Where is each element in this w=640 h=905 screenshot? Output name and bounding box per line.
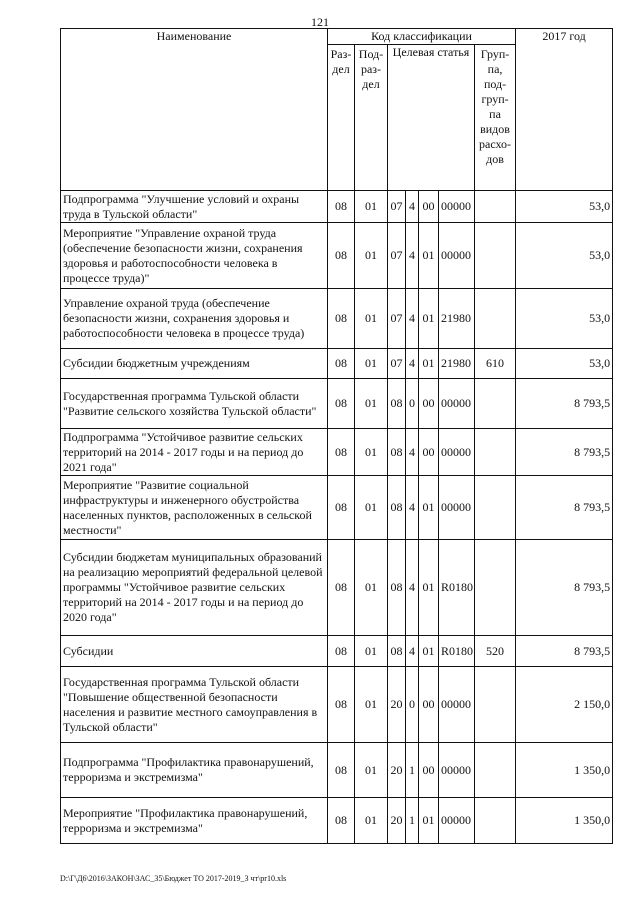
row-target-subprogram: 4 bbox=[406, 349, 419, 379]
table-row bbox=[61, 743, 613, 798]
header-name: Наименование bbox=[61, 29, 328, 191]
header-year: 2017 год bbox=[516, 29, 613, 191]
row-target-subprogram: 4 bbox=[406, 289, 419, 349]
row-expense-type bbox=[475, 191, 516, 223]
row-target-event: 01 bbox=[419, 349, 439, 379]
row-target-direction: 00000 bbox=[439, 223, 475, 289]
row-razdel: 08 bbox=[328, 636, 355, 667]
row-target-program: 07 bbox=[388, 349, 406, 379]
row-target-program: 08 bbox=[388, 540, 406, 636]
row-razdel: 08 bbox=[328, 289, 355, 349]
row-target-subprogram: 4 bbox=[406, 636, 419, 667]
row-expense-type bbox=[475, 223, 516, 289]
row-name: Субсидии бюджетам муниципальных образований на реализацию мероприятий федеральной целевой программы "Устойчивое развитие сельских территорий на 2014 - 2017 годы и на период до 2020 года" bbox=[61, 540, 328, 636]
row-amount: 8 793,5 bbox=[516, 540, 613, 636]
row-amount: 53,0 bbox=[516, 349, 613, 379]
row-target-event: 00 bbox=[419, 743, 439, 798]
row-name: Субсидии bbox=[61, 636, 328, 667]
header-subsection: Под- раз- дел bbox=[355, 45, 388, 191]
row-expense-type bbox=[475, 743, 516, 798]
row-target-direction: R0180 bbox=[439, 540, 475, 636]
row-target-event: 01 bbox=[419, 223, 439, 289]
row-target-direction: R0180 bbox=[439, 636, 475, 667]
header-target-article: Целевая статья bbox=[388, 45, 475, 191]
row-podrazdel: 01 bbox=[355, 540, 388, 636]
row-target-program: 20 bbox=[388, 667, 406, 743]
table-row bbox=[61, 476, 613, 540]
row-target-event: 00 bbox=[419, 667, 439, 743]
row-amount: 1 350,0 bbox=[516, 743, 613, 798]
header-section: Раз- дел bbox=[328, 45, 355, 191]
row-target-direction: 21980 bbox=[439, 289, 475, 349]
row-razdel: 08 bbox=[328, 429, 355, 476]
row-amount: 8 793,5 bbox=[516, 379, 613, 429]
row-target-event: 00 bbox=[419, 191, 439, 223]
row-expense-type bbox=[475, 429, 516, 476]
row-podrazdel: 01 bbox=[355, 798, 388, 844]
row-amount: 8 793,5 bbox=[516, 429, 613, 476]
row-name: Мероприятие "Развитие социальной инфраструктуры и инженерного обустройства населенных пунктов, расположенных в сельской местности" bbox=[61, 476, 328, 540]
table-row bbox=[61, 540, 613, 636]
row-target-event: 01 bbox=[419, 476, 439, 540]
row-podrazdel: 01 bbox=[355, 223, 388, 289]
row-expense-type bbox=[475, 540, 516, 636]
row-target-direction: 00000 bbox=[439, 743, 475, 798]
row-podrazdel: 01 bbox=[355, 667, 388, 743]
page-number: 121 bbox=[311, 15, 329, 29]
row-expense-type bbox=[475, 667, 516, 743]
row-target-program: 20 bbox=[388, 743, 406, 798]
row-target-program: 08 bbox=[388, 476, 406, 540]
row-name: Государственная программа Тульской области "Развитие сельского хозяйства Тульской области" bbox=[61, 379, 328, 429]
row-podrazdel: 01 bbox=[355, 476, 388, 540]
row-target-direction: 00000 bbox=[439, 798, 475, 844]
table-row bbox=[61, 798, 613, 844]
row-razdel: 08 bbox=[328, 667, 355, 743]
row-target-direction: 00000 bbox=[439, 667, 475, 743]
row-name: Мероприятие "Управление охраной труда (обеспечение безопасности жизни, сохранения здоровья и работоспособности человека в процессе труда)" bbox=[61, 223, 328, 289]
row-target-subprogram: 4 bbox=[406, 429, 419, 476]
row-name: Подпрограмма "Устойчивое развитие сельских территорий на 2014 - 2017 годы и на период до 2021 года" bbox=[61, 429, 328, 476]
row-amount: 2 150,0 bbox=[516, 667, 613, 743]
row-expense-type bbox=[475, 476, 516, 540]
row-amount: 8 793,5 bbox=[516, 476, 613, 540]
row-target-event: 01 bbox=[419, 540, 439, 636]
table-row bbox=[61, 223, 613, 289]
row-target-program: 20 bbox=[388, 798, 406, 844]
row-amount: 53,0 bbox=[516, 223, 613, 289]
table-row bbox=[61, 429, 613, 476]
row-target-subprogram: 4 bbox=[406, 191, 419, 223]
row-podrazdel: 01 bbox=[355, 636, 388, 667]
row-podrazdel: 01 bbox=[355, 743, 388, 798]
row-target-program: 07 bbox=[388, 289, 406, 349]
row-target-subprogram: 1 bbox=[406, 798, 419, 844]
row-target-event: 00 bbox=[419, 379, 439, 429]
row-target-subprogram: 4 bbox=[406, 223, 419, 289]
row-podrazdel: 01 bbox=[355, 379, 388, 429]
row-razdel: 08 bbox=[328, 223, 355, 289]
row-target-direction: 00000 bbox=[439, 191, 475, 223]
row-target-direction: 00000 bbox=[439, 476, 475, 540]
row-expense-type bbox=[475, 379, 516, 429]
row-target-program: 07 bbox=[388, 191, 406, 223]
footer-file-path: D:\Г\Д6\2016\ЗАКОН\ЗАС_35\Бюджет ТО 2017-2019_3 чт\pr10.xls bbox=[60, 874, 287, 883]
row-target-event: 01 bbox=[419, 636, 439, 667]
row-target-program: 07 bbox=[388, 223, 406, 289]
row-target-event: 01 bbox=[419, 798, 439, 844]
row-target-subprogram: 0 bbox=[406, 379, 419, 429]
row-amount: 1 350,0 bbox=[516, 798, 613, 844]
row-podrazdel: 01 bbox=[355, 429, 388, 476]
row-amount: 53,0 bbox=[516, 289, 613, 349]
budget-table bbox=[60, 28, 613, 844]
row-target-subprogram: 0 bbox=[406, 667, 419, 743]
row-razdel: 08 bbox=[328, 379, 355, 429]
row-target-program: 08 bbox=[388, 379, 406, 429]
row-name: Государственная программа Тульской области "Повышение общественной безопасности населения и развитие местного самоуправления в Тульской области" bbox=[61, 667, 328, 743]
row-expense-type: 610 bbox=[475, 349, 516, 379]
row-razdel: 08 bbox=[328, 798, 355, 844]
row-name: Подпрограмма "Улучшение условий и охраны труда в Тульской области" bbox=[61, 191, 328, 223]
header-code: Код классификации bbox=[328, 29, 516, 45]
table-row bbox=[61, 636, 613, 667]
row-razdel: 08 bbox=[328, 743, 355, 798]
row-amount: 8 793,5 bbox=[516, 636, 613, 667]
row-target-program: 08 bbox=[388, 636, 406, 667]
row-podrazdel: 01 bbox=[355, 289, 388, 349]
row-razdel: 08 bbox=[328, 191, 355, 223]
row-name: Подпрограмма "Профилактика правонарушений, терроризма и экстремизма" bbox=[61, 743, 328, 798]
row-target-subprogram: 1 bbox=[406, 743, 419, 798]
row-target-event: 01 bbox=[419, 289, 439, 349]
table-body bbox=[61, 191, 613, 844]
table-row bbox=[61, 379, 613, 429]
row-target-direction: 21980 bbox=[439, 349, 475, 379]
row-podrazdel: 01 bbox=[355, 191, 388, 223]
row-target-program: 08 bbox=[388, 429, 406, 476]
row-razdel: 08 bbox=[328, 540, 355, 636]
row-amount: 53,0 bbox=[516, 191, 613, 223]
row-expense-type bbox=[475, 798, 516, 844]
table-row bbox=[61, 349, 613, 379]
row-expense-type: 520 bbox=[475, 636, 516, 667]
row-razdel: 08 bbox=[328, 476, 355, 540]
row-name: Управление охраной труда (обеспечение безопасности жизни, сохранения здоровья и работоспособности человека в процессе труда) bbox=[61, 289, 328, 349]
row-name: Мероприятие "Профилактика правонарушений, терроризма и экстремизма" bbox=[61, 798, 328, 844]
row-razdel: 08 bbox=[328, 349, 355, 379]
table-row bbox=[61, 289, 613, 349]
table-row bbox=[61, 191, 613, 223]
row-podrazdel: 01 bbox=[355, 349, 388, 379]
table-row bbox=[61, 667, 613, 743]
row-target-event: 00 bbox=[419, 429, 439, 476]
row-name: Субсидии бюджетным учреждениям bbox=[61, 349, 328, 379]
row-target-direction: 00000 bbox=[439, 429, 475, 476]
row-expense-type bbox=[475, 289, 516, 349]
row-target-subprogram: 4 bbox=[406, 476, 419, 540]
header-expense-group: Груп- па, под- груп- па видов расхо- дов bbox=[475, 45, 516, 191]
row-target-subprogram: 4 bbox=[406, 540, 419, 636]
row-target-direction: 00000 bbox=[439, 379, 475, 429]
